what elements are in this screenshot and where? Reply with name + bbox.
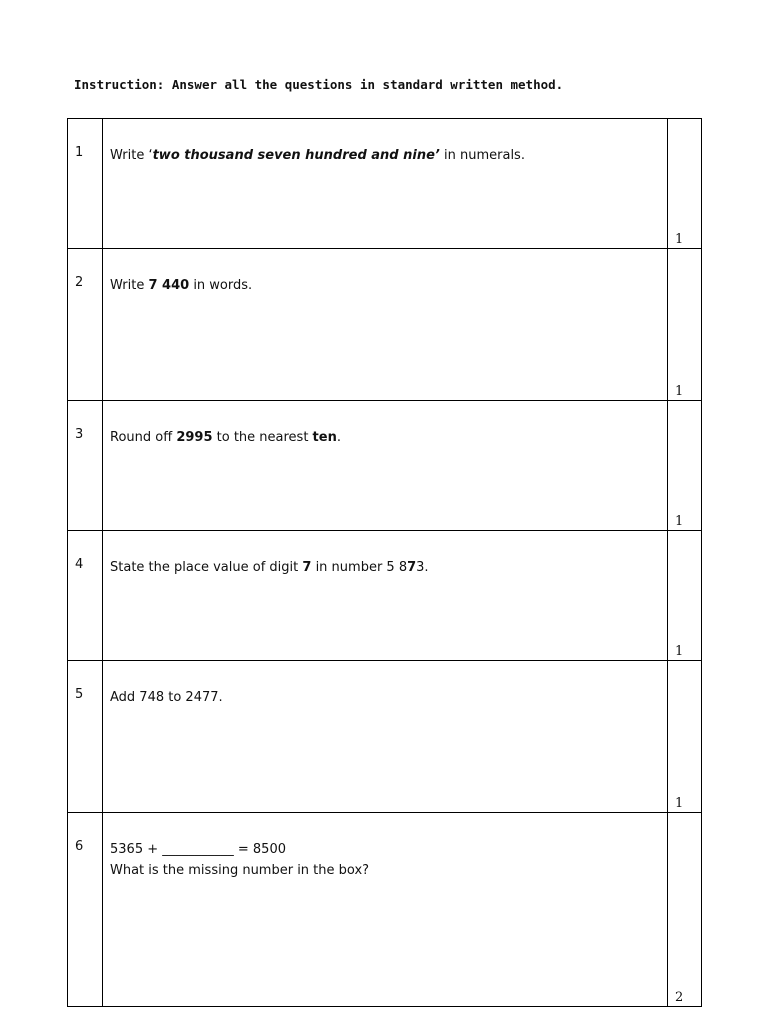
question-number: 3 xyxy=(68,401,103,531)
question-row-2 xyxy=(68,249,702,401)
instruction-body: Answer all the questions in standard written method. xyxy=(171,77,564,92)
question-marks: 1 xyxy=(668,401,702,531)
question-text-part: Write ‘ xyxy=(110,148,153,163)
question-text xyxy=(103,119,668,249)
question-text-part: in number 5 8 xyxy=(311,560,408,575)
question-row-4 xyxy=(68,531,702,661)
question-text-emphasis: ten xyxy=(312,430,337,445)
question-number: 5 xyxy=(68,661,103,813)
question-number: 1 xyxy=(68,119,103,249)
question-text-part: in words. xyxy=(189,278,253,293)
question-text xyxy=(103,401,668,531)
question-text-emphasis: 7 xyxy=(302,560,312,575)
question-text-part: Add 748 to 2477. xyxy=(110,690,223,705)
question-text-emphasis: two thousand seven hundred and nine’ xyxy=(152,148,440,163)
question-text-part: to the nearest xyxy=(212,430,313,445)
question-row-5 xyxy=(68,661,702,813)
question-text xyxy=(103,531,668,661)
question-text-part: Write xyxy=(110,278,149,293)
question-marks: 2 xyxy=(668,813,702,1007)
question-number: 6 xyxy=(68,813,103,1007)
question-text-part: Round off xyxy=(110,430,177,445)
question-number: 2 xyxy=(68,249,103,401)
question-row-3 xyxy=(68,401,702,531)
question-text-part: 3. xyxy=(416,560,429,575)
question-marks: 1 xyxy=(668,531,702,661)
question-text-emphasis: 7 xyxy=(407,560,417,575)
instruction-prefix: Instruction: xyxy=(74,77,172,92)
question-text xyxy=(103,813,668,1007)
question-marks: 1 xyxy=(668,661,702,813)
question-number: 4 xyxy=(68,531,103,661)
question-row-6 xyxy=(68,813,702,1007)
question-text-part: in numerals. xyxy=(439,148,525,163)
instruction-text xyxy=(74,77,563,92)
question-text-part: State the place value of digit xyxy=(110,560,303,575)
question-text xyxy=(103,661,668,813)
question-text-part: . xyxy=(336,430,341,445)
question-text xyxy=(103,249,668,401)
question-marks: 1 xyxy=(668,119,702,249)
question-line: What is the missing number in the box? xyxy=(110,863,370,878)
question-marks: 1 xyxy=(668,249,702,401)
equation-line: 5365 + ___________ = 8500 xyxy=(110,842,286,857)
question-text-emphasis: 7 440 xyxy=(148,278,190,293)
question-text-emphasis: 2995 xyxy=(176,430,213,445)
question-table xyxy=(67,118,702,1007)
question-row-1 xyxy=(68,119,702,249)
